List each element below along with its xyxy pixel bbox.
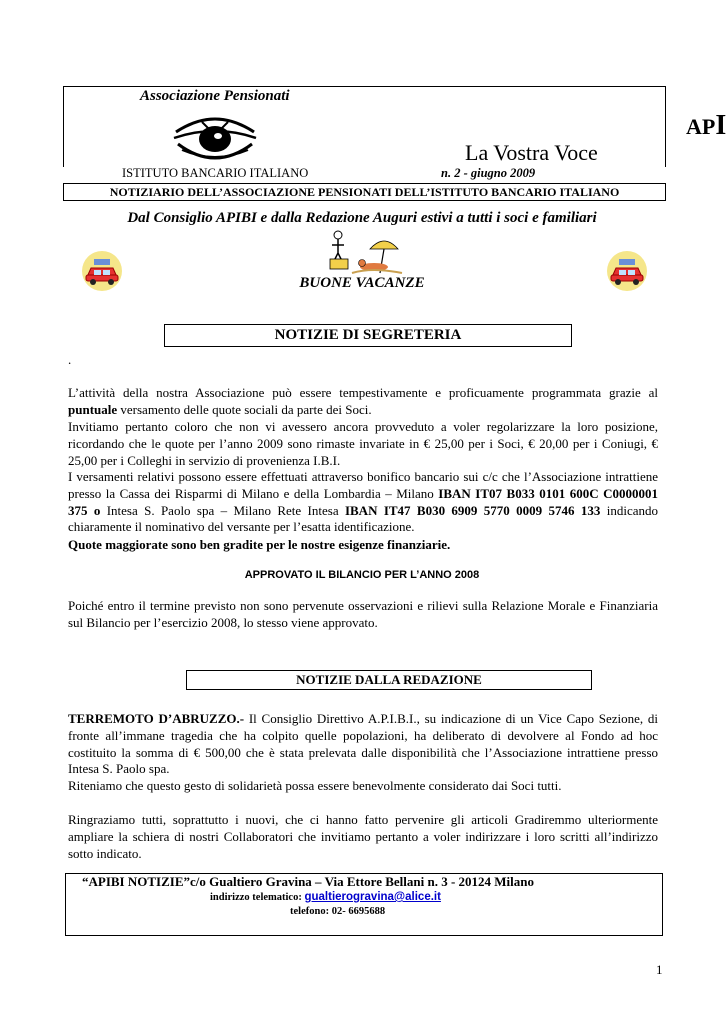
segreteria-paragraph-3: [68, 469, 658, 536]
association-name: Associazione Pensionati: [140, 88, 290, 104]
text-run: Intesa S. Paolo spa – Milano Rete Intesa: [100, 502, 345, 518]
redazione-paragraph-2: Riteniamo che questo gesto di solidarietà possa essere benevolmente considerato dai Soci tutti.: [68, 778, 562, 793]
emphasis-puntuale: puntuale: [68, 401, 118, 417]
segreteria-paragraph-2: Invitiamo pertanto coloro che non vi avessero ancora provveduto a voler regolarizzare la loro posizione, ricordando che le quote per l’anno 2009 sono rimaste invariate in € 25,00 per i Soci, € 20,00 per i Coniugi, € 25,00 per i Colleghi in servizio di provenienza I.B.I.: [68, 419, 658, 468]
segreteria-paragraph-4: [68, 537, 658, 554]
greeting-headline: Dal Consiglio APIBI e dalla Redazione Auguri estivi a tutti i soci e familiari: [127, 210, 597, 226]
bilancio-heading: APPROVATO IL BILANCIO PER L’ANNO 2008: [244, 569, 480, 581]
issue-number: n. 2 - giugno 2009: [441, 166, 536, 180]
section-heading-segreteria: NOTIZIE DI SEGRETERIA: [164, 324, 572, 347]
email-link[interactable]: gualtierogravina@alice.it: [304, 891, 441, 903]
emphasis-quote: Quote maggiorate sono ben gradite per le nostre esigenze finanziarie.: [68, 537, 451, 552]
contact-phone: telefono: 02- 6695688: [290, 906, 386, 917]
text-run: Il Consiglio Direttivo A.P.I.B.I., su indicazione di un Vice Capo Sezione, di fronte all’immane tragedia che ha colpito quelle popolazioni, ha deliberato di devolvere al Fondo ad hoc costituito la somma di € 500,00 che è stata prelevata dalle disponibilità che l’Associazione intrattiene presso Intesa S. Paolo spa.: [68, 711, 659, 777]
terremoto-title: TERREMOTO D’ABRUZZO.-: [68, 711, 245, 726]
corner-mark-suffix: I: [715, 110, 726, 141]
beach-holiday-icon: [322, 229, 412, 277]
page-number: 1: [656, 962, 663, 977]
redazione-paragraph-1: [68, 711, 658, 778]
newsletter-banner: NOTIZIARIO DELL’ASSOCIAZIONE PENSIONATI DELL’ISTITUTO BANCARIO ITALIANO: [63, 183, 666, 201]
text-run: indicando chiaramente il nominativo del versante per l’esatta identificazione.: [68, 502, 658, 535]
iban-intesa: IBAN IT47 B030 6909 5770 0009 5746 133: [344, 502, 601, 518]
redazione-paragraph-3: Ringraziamo tutti, soprattutto i nuovi, che ci hanno fatto pervenire gli articoli Gradiremmo ulteriormente ampliare la schiera di nostri Collaboratori che invitiamo pertanto a voler indirizzare i loro scritti all’indirizzo sotto indicato.: [68, 812, 658, 861]
text-run: versamento delle quote sociali da parte dei Soci.: [117, 401, 372, 417]
iban-cariplo: IBAN IT07 B033 0101 600C C0000001 375 o: [68, 485, 658, 518]
text-run: L’attività della nostra Associazione può essere tempestivamente e proficuamente programmata grazie al: [68, 385, 658, 400]
contact-address: “APIBI NOTIZIE”c/o Gualtiero Gravina – Via Ettore Bellani n. 3 - 20124 Milano: [82, 874, 535, 889]
corner-mark: [686, 110, 726, 142]
segreteria-paragraph-1: [68, 385, 658, 419]
contact-email-line: [210, 891, 441, 903]
email-label: indirizzo telematico:: [210, 892, 305, 903]
newsletter-title: La Vostra Voce: [465, 140, 598, 165]
stray-dot: .: [68, 352, 72, 367]
corner-mark-prefix: AP: [686, 114, 716, 139]
eye-logo-icon: [172, 112, 258, 166]
bilancio-paragraph: Poiché entro il termine previsto non sono pervenute osservazioni e rilievi sulla Relazione Morale e Finanziaria sul Bilancio per l’esercizio 2008, lo stesso viene approvato.: [68, 598, 658, 630]
section-heading-redazione: NOTIZIE DALLA REDAZIONE: [186, 670, 592, 690]
institute-name: ISTITUTO BANCARIO ITALIANO: [122, 166, 309, 180]
text-run: I versamenti relativi possono essere effettuati attraverso bonifico bancario sui c/c che l’Associazione intrattiene presso la Cassa dei Risparmi di Milano e della Lombardia – Milano: [68, 469, 658, 501]
greeting-subhead: BUONE VACANZE: [299, 275, 425, 291]
